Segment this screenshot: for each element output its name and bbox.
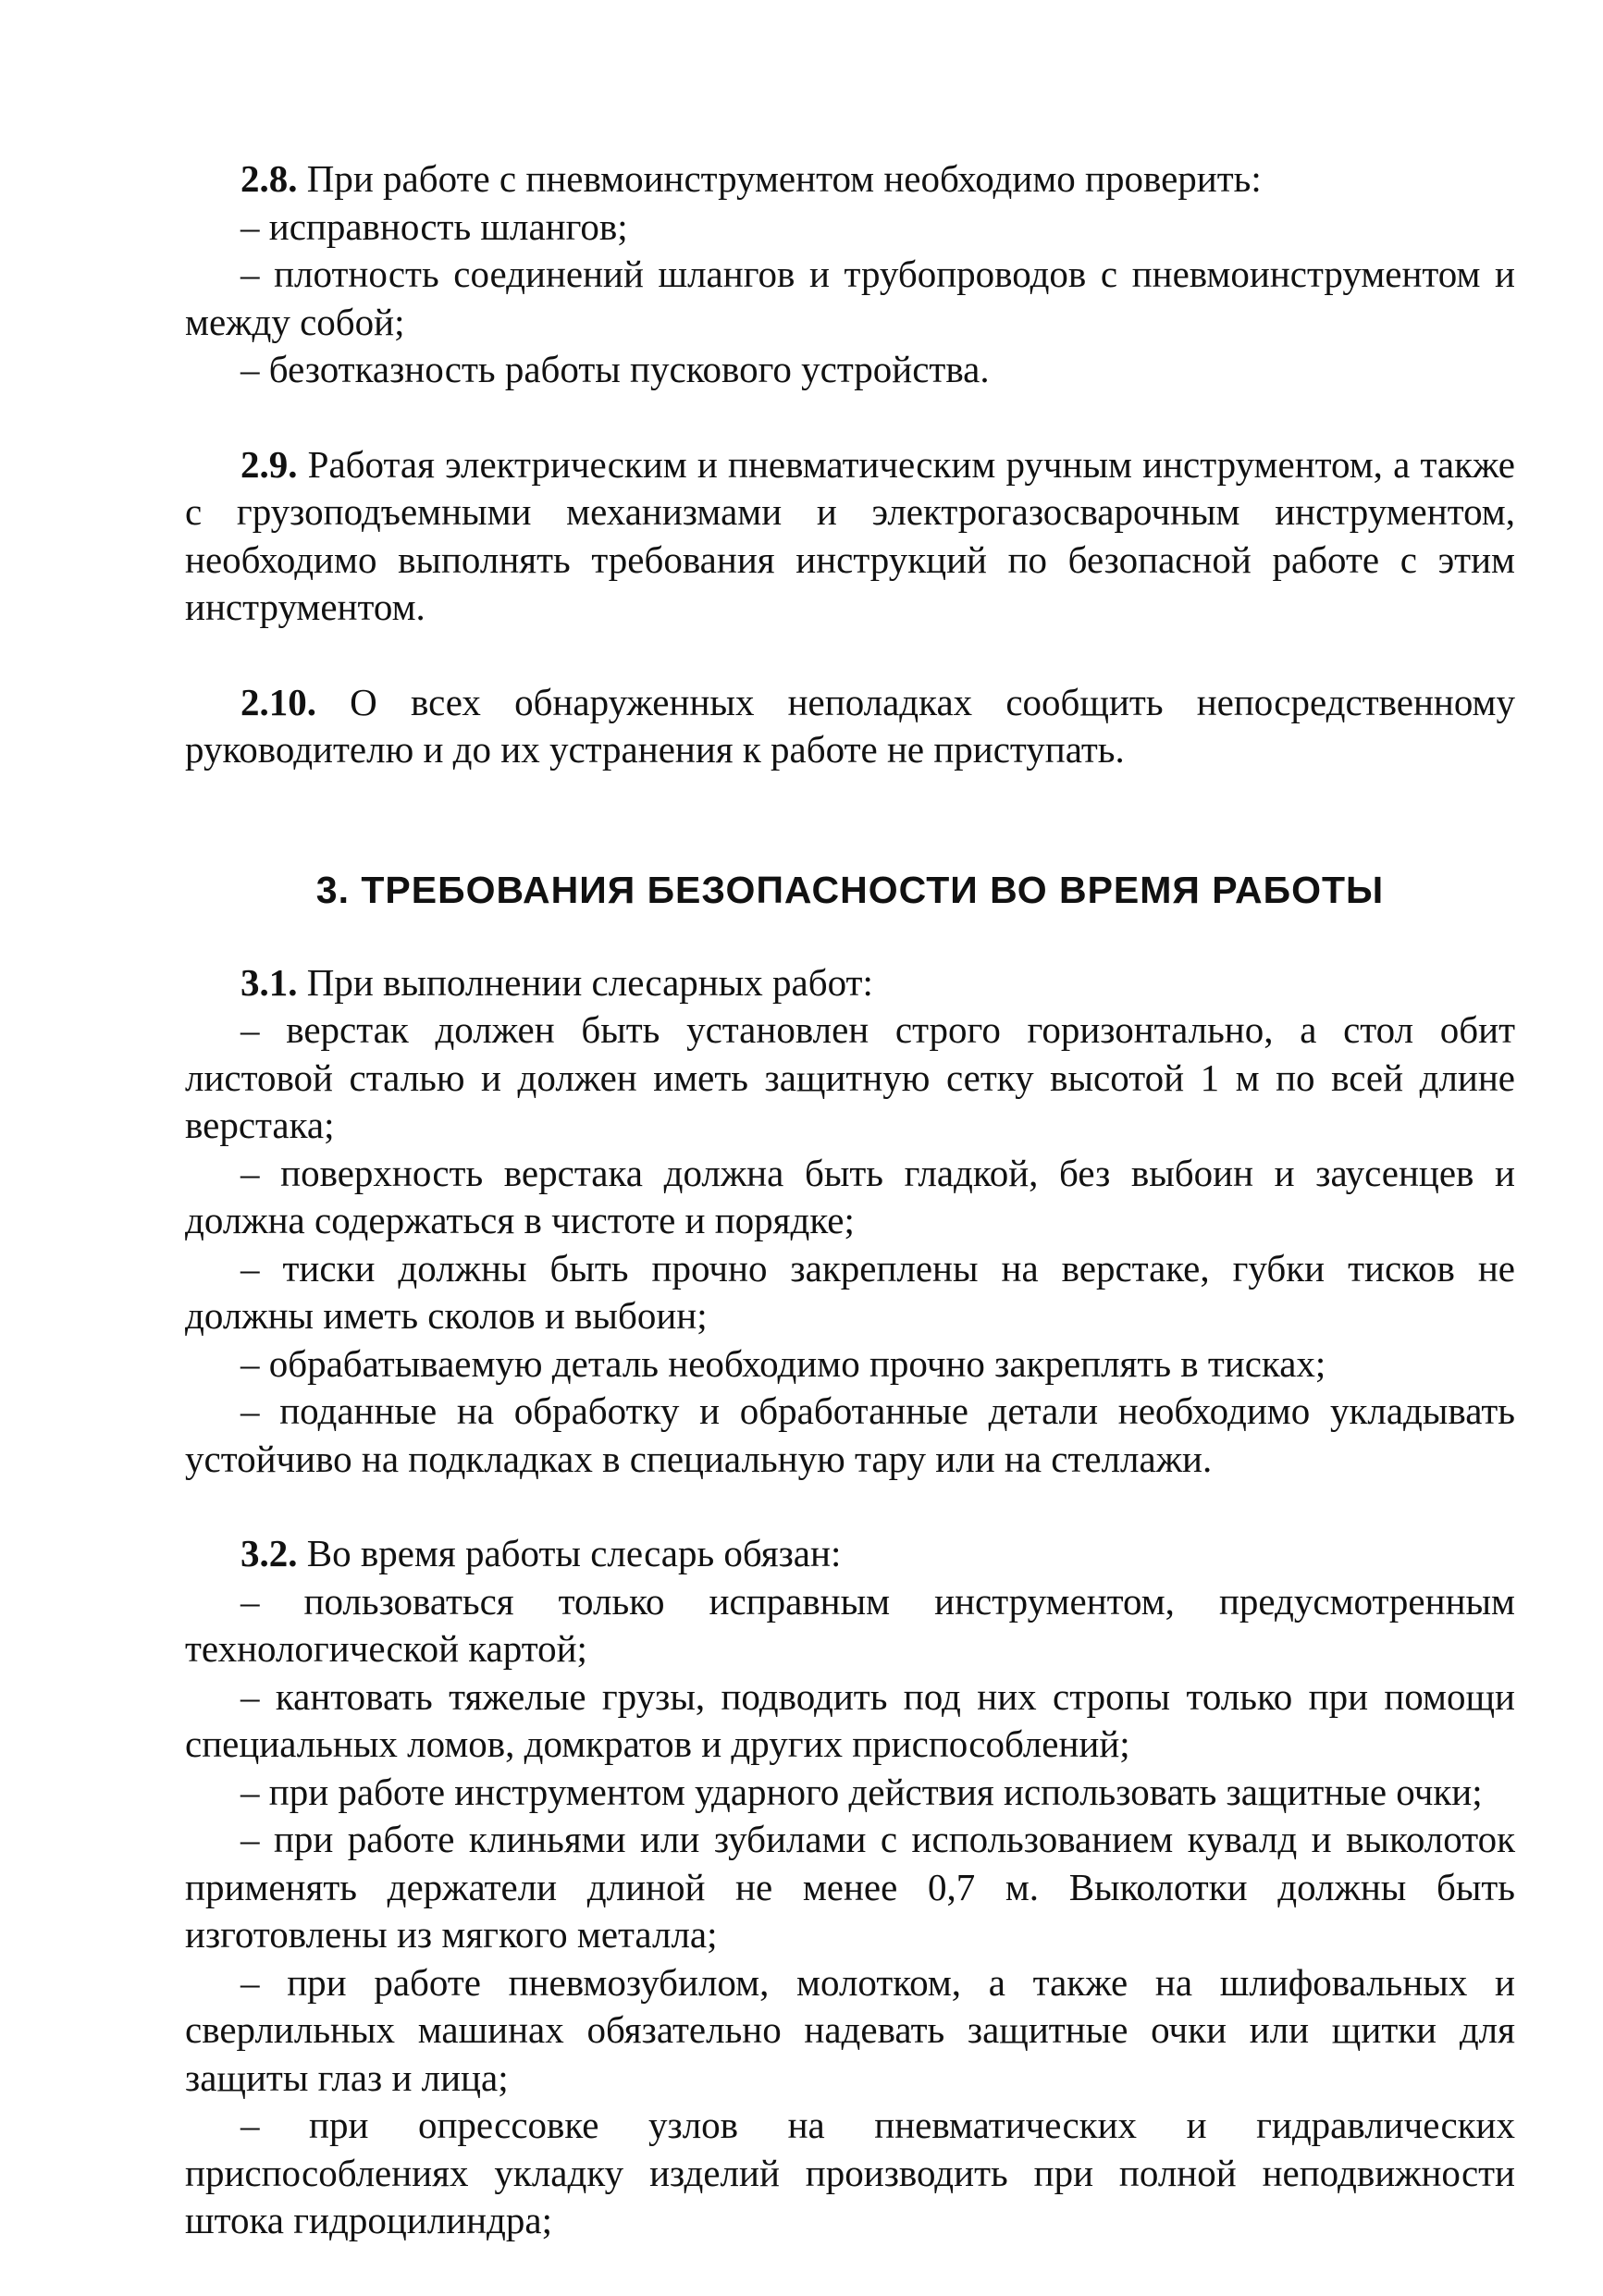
list-item: – при работе пневмозубилом, молотком, а также на шлифовальных и сверлильных машинах обязательно надевать защитные очки или щитки для защиты глаз и лица; [185,1960,1515,2099]
section-heading: 3. ТРЕБОВАНИЯ БЕЗОПАСНОСТИ ВО ВРЕМЯ РАБОТЫ [315,868,1385,911]
list-item: – при работе клиньями или зубилами с использованием кувалд и выколоток применять держатели длиной не менее 0,7 м. Выколотки должны быть изготовлены из мягкого металла; [185,1818,1515,1956]
list-item: – тиски должны быть прочно закреплены на верстаке, губки тисков не должны иметь сколов и выбоин; [185,1246,1515,1337]
clause-lead: При работе с пневмоинструментом необходимо проверить: [297,157,1262,200]
clause-number: 2.10. [240,680,316,723]
clause-number: 3.2. [240,1532,298,1574]
list-item: – пользоваться только исправным инструментом, предусмотренным технологической картой; [185,1579,1515,1670]
clause-number: 2.9. [240,442,298,486]
clause-text: О всех обнаруженных неполадках сообщить непосредственному руководителю и до их устранения к работе не приступать. [185,680,1515,771]
list-item: – исправность шлангов; [240,204,628,248]
list-item: – при опрессовке узлов на пневматических и гидравлических приспособлениях укладку изделий производить при полной неподвижности штока гидроцилиндра; [185,2104,1515,2241]
clause-number: 3.1. [240,960,298,1004]
list-item: – обрабатываемую деталь необходимо прочно закреплять в тисках; [240,1341,1326,1385]
document-page [185,155,1515,2245]
paragraph-2-10 [185,679,1515,774]
list-item: – при работе инструментом ударного действия использовать защитные очки; [240,1770,1483,1813]
clause-text: Работая электрическим и пневматическим ручным инструментом, а также с грузоподъемными механизмами и электрогазосварочным инструментом, необходимо выполнять требования инструкций по безопасной работе с этим инструментом. [185,442,1515,628]
list-item: – поданные на обработку и обработанные детали необходимо укладывать устойчиво на подкладках в специальную тару или на стеллажи. [185,1389,1515,1480]
paragraph-2-9 [185,441,1515,632]
paragraph-2-8 [185,155,1515,204]
list-item: – кантовать тяжелые грузы, подводить под них стропы только при помощи специальных ломов, домкратов и других приспособлений; [185,1674,1515,1765]
clause-number: 2.8. [240,157,298,200]
list-item: – поверхность верстака должна быть гладкой, без выбоин и заусенцев и должна содержаться в чистоте и порядке; [185,1151,1515,1241]
clause-lead: Во время работы слесарь обязан: [297,1532,842,1574]
list-item: – безотказность работы пускового устройства. [240,348,990,390]
paragraph-3-1 [185,959,1515,1007]
list-item: – верстак должен быть установлен строго горизонтально, а стол обит листовой сталью и должен иметь защитную сетку высотой 1 м по всей длине верстака; [185,1008,1515,1146]
list-item: – плотность соединений шлангов и трубопроводов с пневмоинструментом и между собой; [185,253,1515,343]
clause-lead: При выполнении слесарных работ: [297,960,873,1004]
paragraph-3-2 [185,1530,1515,1578]
